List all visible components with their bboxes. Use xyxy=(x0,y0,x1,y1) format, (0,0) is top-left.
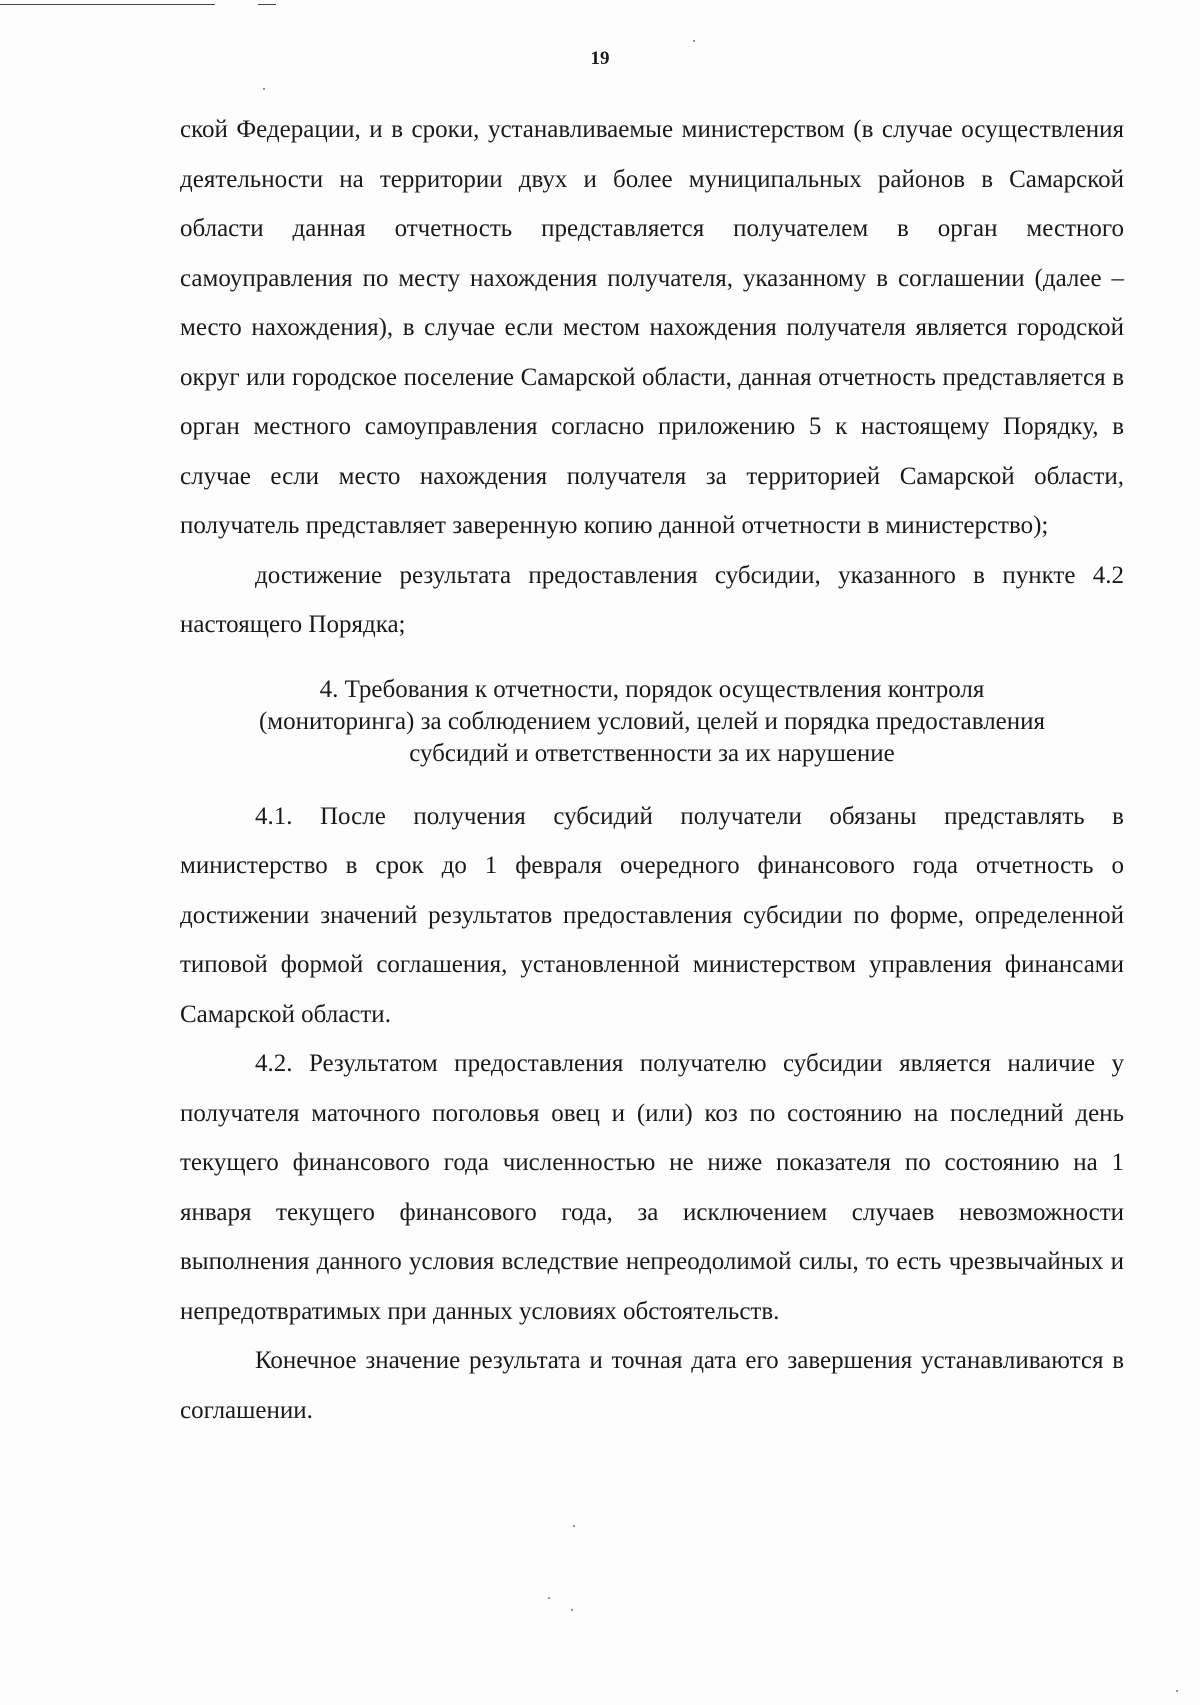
scan-speck xyxy=(573,1525,575,1527)
paragraph: достижение результата предоставления субсидии, указанного в пункте 4.2 настоящего Порядка; xyxy=(180,561,1124,638)
section-heading-line: субсидий и ответственности за их нарушение xyxy=(409,739,895,767)
scan-speck xyxy=(263,88,265,90)
scan-speck xyxy=(571,1609,573,1611)
paragraph: ской Федерации, и в сроки, устанавливаемые министерством (в случае осуществления деятельности на территории двух и более муниципальных районов в Самарской области данная отчетность представляется получателем в орган местного самоуправления по месту нахождения получателя, указанному в соглашении (далее – место нахождения), в случае если местом нахождения получателя является городской округ или городское поселение Самарской области, данная отчетность представляется в орган местного самоуправления согласно приложению 5 к настоящему Порядку, в случае если место нахождения получателя за территорией Самарской области, получатель представляет заверенную копию данной отчетности в министерство); xyxy=(180,116,1124,539)
section-heading-line: 4. Требования к отчетности, порядок осуществления контроля xyxy=(319,675,985,703)
document-body xyxy=(180,105,1124,1435)
scan-speck xyxy=(548,1597,550,1599)
scan-speck xyxy=(1176,1690,1178,1692)
page-number: 19 xyxy=(590,48,610,69)
scan-edge-line xyxy=(0,4,215,5)
section-heading-line: (мониторинга) за соблюдением условий, целей и порядка предоставления xyxy=(258,707,1046,735)
paragraph: 4.2. Результатом предоставления получателю субсидии является наличие у получателя маточного поголовья овец и (или) коз по состоянию на последний день текущего финансового года численностью не ниже показателя по состоянию на 1 января текущего финансового года, за исключением случаев невозможности выполнения данного условия вследствие непреодолимой силы, то есть чрезвычайных и непредотвратимых при данных условиях обстоятельств. xyxy=(180,1050,1124,1325)
section-heading xyxy=(200,674,1104,770)
scan-speck xyxy=(693,40,695,42)
paragraph: Конечное значение результата и точная дата его завершения устанавливаются в соглашении. xyxy=(180,1347,1124,1424)
scan-edge-line xyxy=(258,4,276,5)
paragraph: 4.1. После получения субсидий получатели обязаны представлять в министерство в срок до 1 февраля очередного финансового года отчетность о достижении значений результатов предоставления субсидии по форме, определенной типовой формой соглашения, установленной министерством управления финансами Самарской области. xyxy=(180,802,1124,1028)
